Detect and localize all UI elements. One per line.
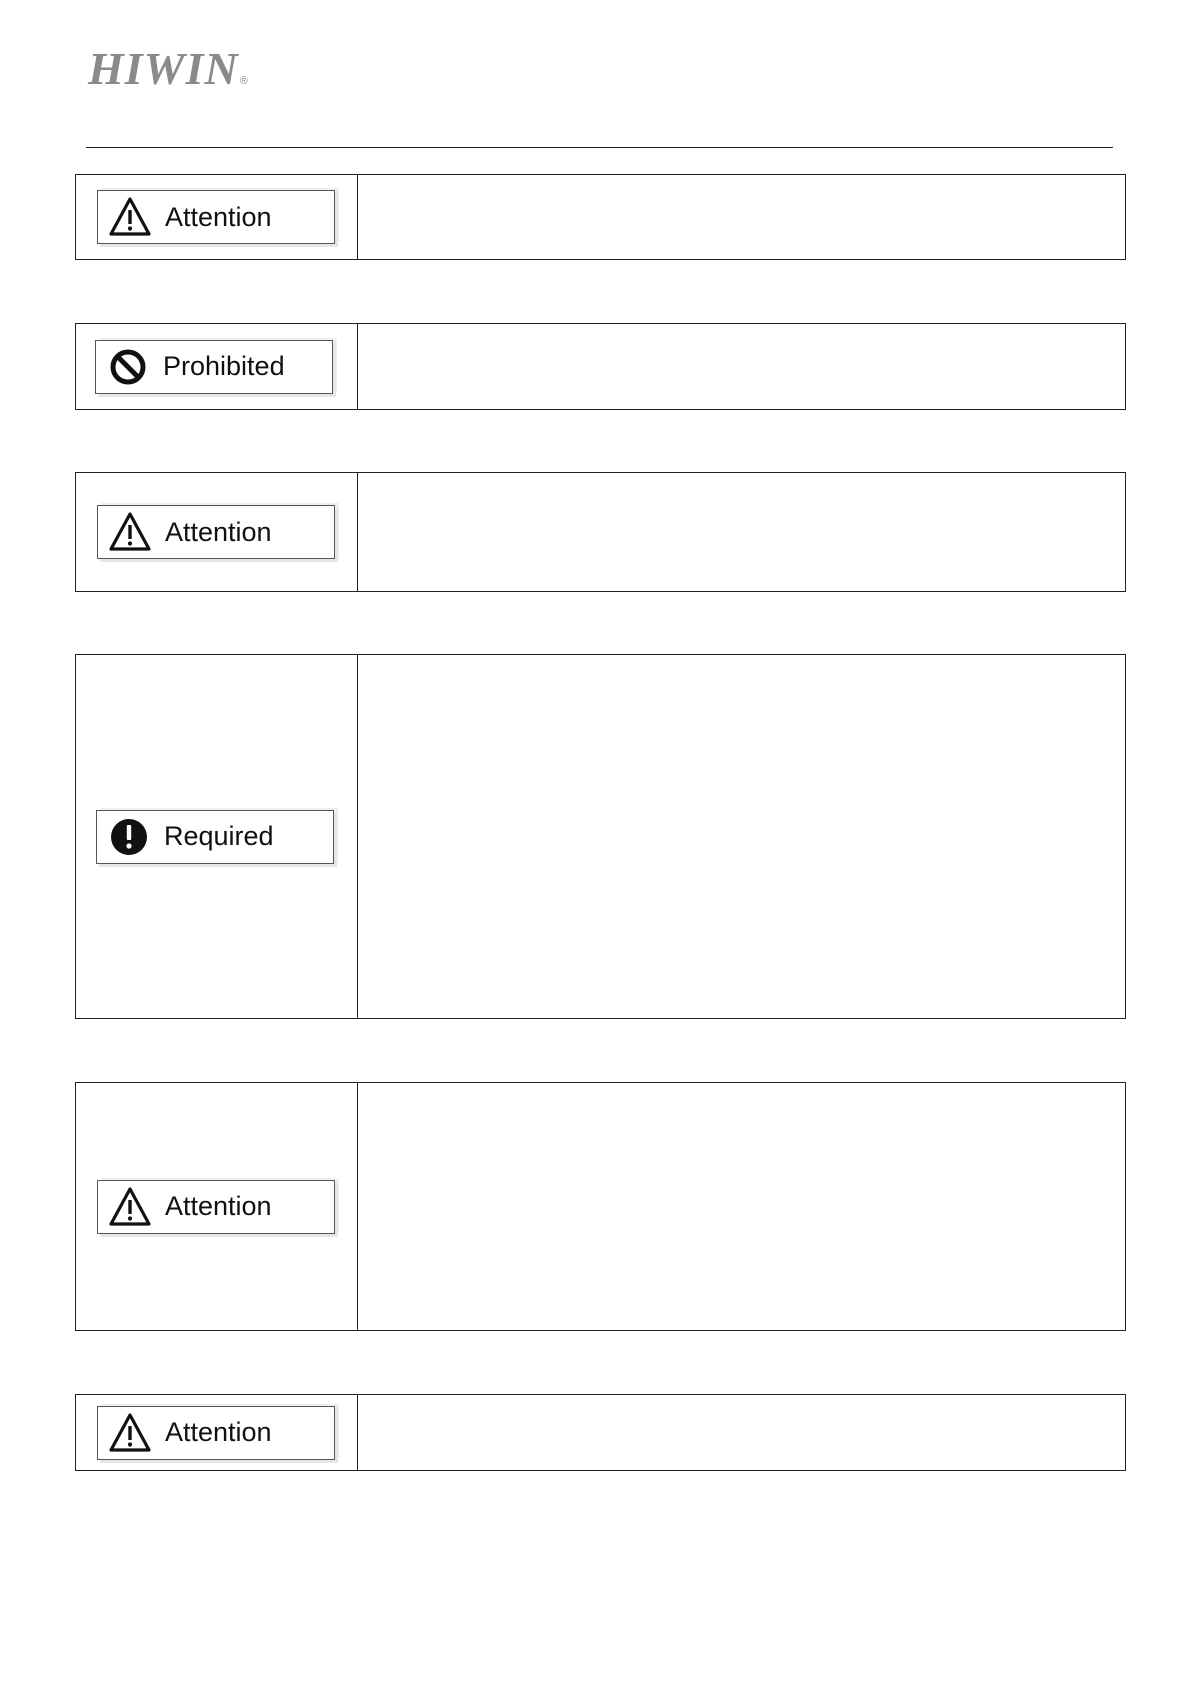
notice-text-cell — [358, 324, 1125, 409]
notice-text-cell — [358, 655, 1125, 1018]
notice-label: Attention — [165, 1417, 272, 1447]
notice-label: Required — [164, 821, 274, 851]
notice-text-cell — [358, 1395, 1125, 1470]
notice-symbol-cell — [76, 655, 358, 1018]
required-icon — [107, 816, 151, 858]
notice-symbol-cell — [76, 175, 358, 259]
warning-triangle-icon — [108, 196, 152, 238]
notice-symbol-cell — [76, 473, 358, 591]
attention-badge — [97, 1406, 335, 1460]
logo-wordmark: HIWIN — [88, 43, 239, 94]
notice-label: Attention — [165, 201, 272, 232]
notice-symbol-cell — [76, 1083, 358, 1330]
prohibited-badge — [95, 340, 333, 394]
hiwin-logo — [88, 44, 248, 94]
notice-row-attention — [75, 1082, 1126, 1331]
notice-row-prohibited — [75, 323, 1126, 410]
required-badge — [96, 810, 334, 864]
notice-label: Prohibited — [163, 351, 285, 381]
attention-badge — [97, 1180, 335, 1234]
warning-triangle-icon — [108, 1412, 152, 1454]
warning-triangle-icon — [108, 1186, 152, 1228]
attention-badge — [97, 505, 335, 559]
notice-label: Attention — [165, 1191, 272, 1221]
notice-row-attention — [75, 472, 1126, 592]
notice-text-cell — [358, 175, 1125, 259]
notice-row-attention — [75, 174, 1126, 260]
attention-badge — [97, 190, 335, 244]
prohibited-icon — [106, 346, 150, 388]
notice-text-cell — [358, 473, 1125, 591]
warning-triangle-icon — [108, 511, 152, 553]
registered-mark: ® — [239, 75, 248, 87]
notice-row-required — [75, 654, 1126, 1019]
notice-label: Attention — [165, 516, 272, 547]
notice-text-cell — [358, 1083, 1125, 1330]
notice-symbol-cell — [76, 1395, 358, 1470]
notice-symbol-cell — [76, 324, 358, 409]
notice-row-attention — [75, 1394, 1126, 1471]
header-divider — [86, 147, 1113, 148]
